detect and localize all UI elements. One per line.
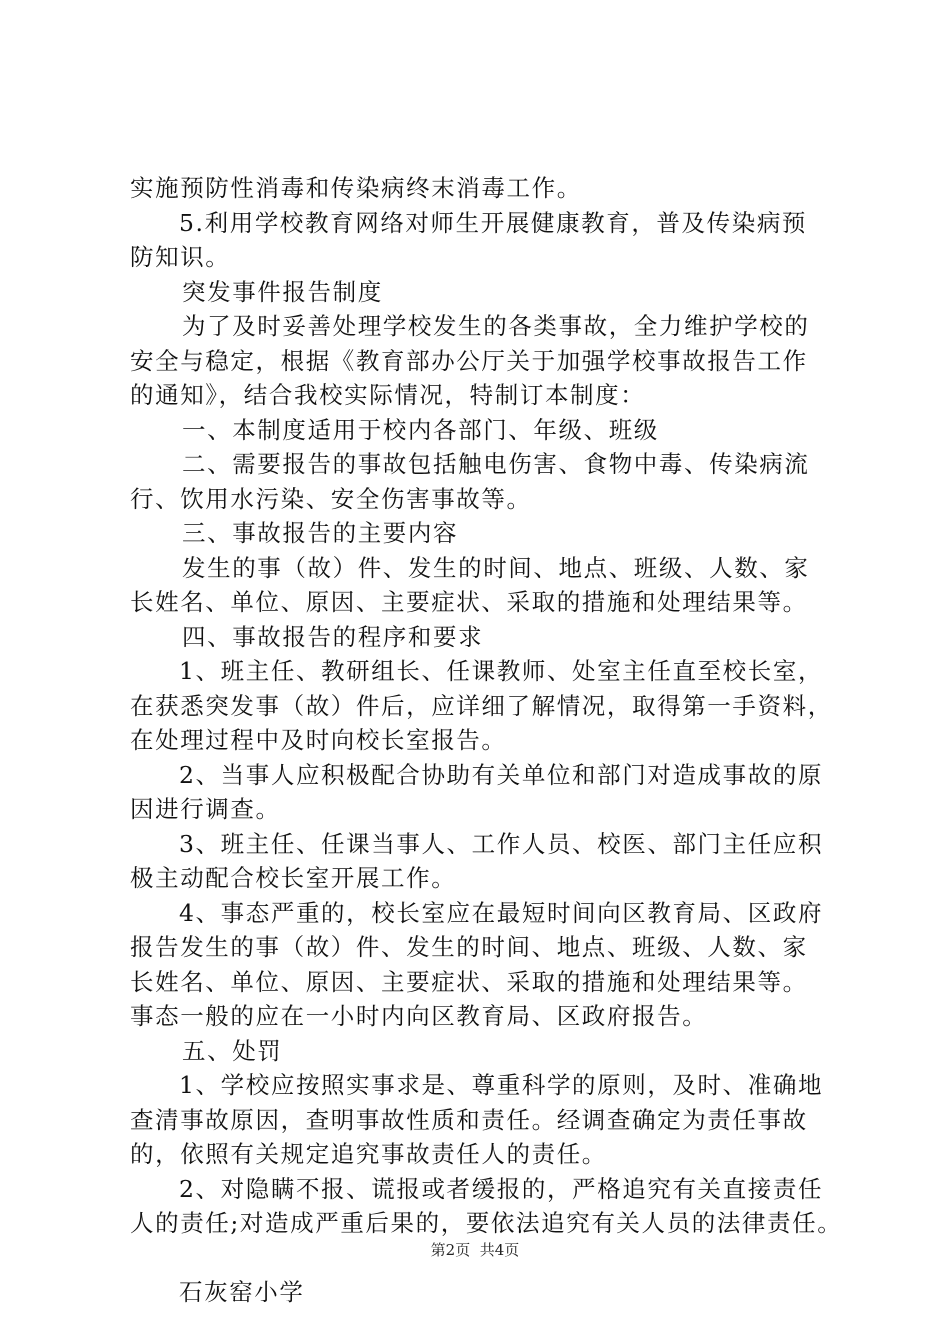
text-line-23: 报告发生的事（故）件、发生的时间、地点、班级、人数、家 [130,933,808,961]
text-line-18: 2、当事人应积极配合协助有关单位和部门对造成事故的原 [179,760,824,789]
text-line-3: 防知识。 [130,243,231,271]
text-line-27: 1、学校应按照实事求是、尊重科学的原则，及时、准确地 [179,1071,824,1099]
text-line-10: 行、饮用水污染、安全伤害事故等。 [130,484,532,513]
signature: 石灰窑小学 [179,1277,305,1306]
text-line-11: 三、事故报告的主要内容 [182,519,459,547]
page-footer [0,1240,950,1260]
document-body [130,171,843,1309]
text-line-7: 的通知》，结合我校实际情况，特制订本制度： [130,381,646,409]
text-line-17: 在处理过程中及时向校长室报告。 [130,726,507,754]
text-line-1: 实施预防性消毒和传染病终末消毒工作。 [130,174,582,202]
text-line-8: 一、本制度适用于校内各部门、年级、班级 [182,415,659,444]
text-line-5: 为了及时妥善处理学校发生的各类事故，全力维护学校的 [182,312,810,340]
page-total: 共4页 [479,1241,520,1259]
page-number: 第2页 [430,1241,471,1259]
text-line-21: 极主动配合校长室开展工作。 [130,864,457,892]
text-line-31: 人的责任;对造成严重后果的，要依法追究有关人员的法律责任。 [130,1209,843,1237]
text-line-29: 的，依照有关规定追究事故责任人的责任。 [130,1140,607,1168]
text-line-12: 发生的事（故）件、发生的时间、地点、班级、人数、家 [182,553,810,582]
text-line-28: 查清事故原因，查明事故性质和责任。经调查确定为责任事故 [130,1105,808,1134]
text-line-9: 二、需要报告的事故包括触电伤害、食物中毒、传染病流 [182,450,810,478]
text-line-2: 5.利用学校教育网络对师生开展健康教育，普及传染病预 [179,208,808,237]
section-heading-emergency-report: 突发事件报告制度 [182,277,383,306]
text-line-22: 4、事态严重的，校长室应在最短时间向区教育局、区政府 [179,898,824,927]
text-line-16: 在获悉突发事（故）件后，应详细了解情况，取得第一手资料， [130,691,833,720]
text-line-24: 长姓名、单位、原因、主要症状、采取的措施和处理结果等。 [130,967,808,996]
text-line-15: 1、班主任、教研组长、任课教师、处室主任直至校长室， [179,657,824,685]
text-line-25: 事态一般的应在一小时内向区教育局、区政府报告。 [130,1002,708,1030]
text-line-6: 安全与稳定，根据《教育部办公厅关于加强学校事故报告工作 [130,346,808,375]
text-line-20: 3、班主任、任课当事人、工作人员、校医、部门主任应积 [179,829,824,858]
text-line-30: 2、对隐瞒不报、谎报或者缓报的，严格追究有关直接责任 [179,1174,824,1203]
text-line-13: 长姓名、单位、原因、主要症状、采取的措施和处理结果等。 [130,588,808,616]
footer-spacer [470,1241,480,1259]
text-line-19: 因进行调查。 [130,795,281,823]
text-line-26: 五、处罚 [182,1036,283,1065]
text-line-14: 四、事故报告的程序和要求 [182,622,484,651]
